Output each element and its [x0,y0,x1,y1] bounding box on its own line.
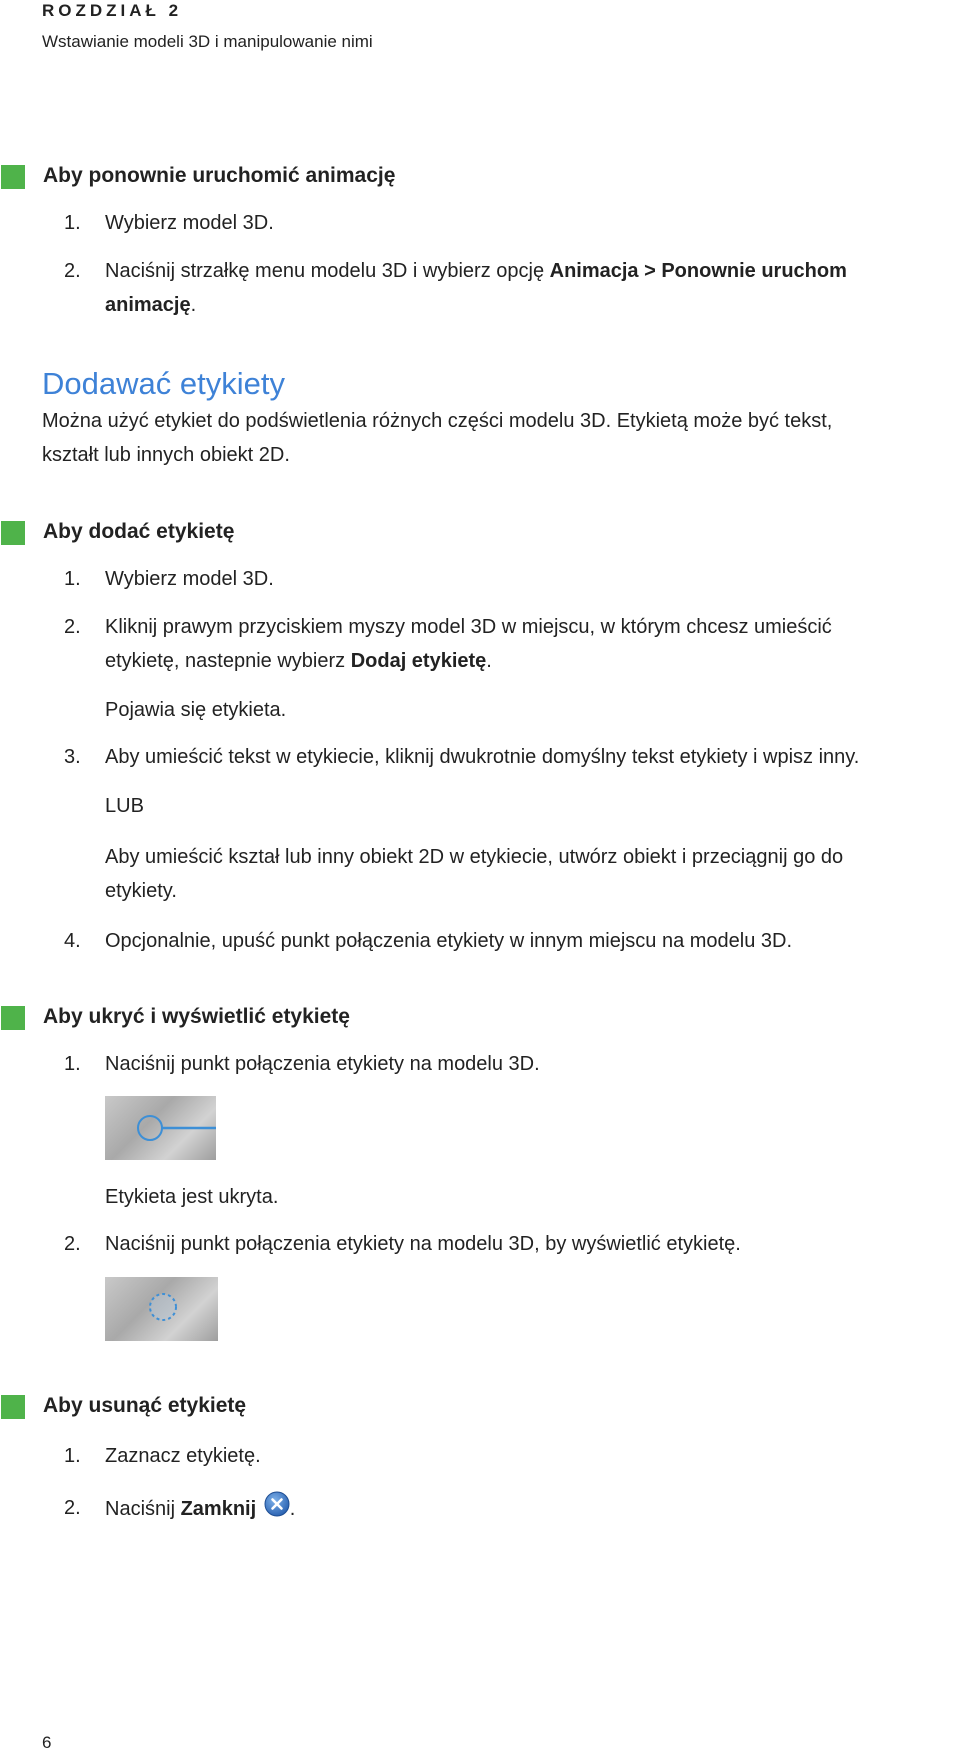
step-text-part: Naciśnij [105,1498,181,1520]
step-text: Aby umieścić tekst w etykiecie, kliknij dwukrotnie domyślny tekst etykiety i wpisz inny. [105,746,860,768]
step-text-part: Naciśnij strzałkę menu modelu 3D i wybierz opcję [105,260,550,282]
step-text-part: Kliknij prawym przyciskiem myszy model 3D w miejscu, w którym chcesz umieścić [105,616,832,638]
step-number: 1. [64,212,81,234]
step-number: 4. [64,930,81,952]
section-heading: Dodawać etykiety [42,366,285,401]
step-text: Zaznacz etykietę. [105,1445,261,1467]
step-text: Naciśnij punkt połączenia etykiety na modelu 3D, by wyświetlić etykietę. [105,1233,741,1255]
or-label: LUB [105,795,144,817]
hidden-label-point-image [105,1277,218,1341]
green-square-icon [1,165,25,189]
step-text [105,610,945,678]
section-paragraph [42,404,942,472]
paragraph-line: kształt lub innych obiekt 2D. [42,444,290,466]
step-text-part: . [486,650,492,672]
procedure-title-remove: Aby usunąć etykietę [43,1394,247,1417]
step-number: 3. [64,746,81,768]
hidden-connection-point-icon [105,1277,218,1341]
step-result: Pojawia się etykieta. [105,699,287,721]
command-name: Dodaj etykietę [350,650,487,672]
step-number: 2. [64,1233,81,1255]
paragraph-line: Można użyć etykiet do podświetlenia różnych części modelu 3D. Etykietą może być tekst, [42,410,833,432]
green-square-icon [1,1006,25,1030]
menu-path: Animacja > Ponownie uruchom [549,260,847,282]
procedure-title-add: Aby dodać etykietę [43,520,235,543]
menu-path: animację [105,294,191,316]
step-text: Wybierz model 3D. [105,212,274,234]
step-text: Opcjonalnie, upuść punkt połączenia etykiety w innym miejscu na modelu 3D. [105,930,793,952]
chapter-label: ROZDZIAŁ 2 [42,1,183,20]
step-text-part: etykietę, nastepnie wybierz [105,650,351,672]
chapter-subtitle: Wstawianie modeli 3D i manipulowanie nimi [42,32,373,51]
step-text-part: Aby umieścić kształ lub inny obiekt 2D w etykiecie, utwórz obiekt i przeciągnij go do [105,846,844,868]
step-number: 1. [64,1053,81,1075]
green-square-icon [1,1395,25,1419]
connection-point-icon [105,1096,216,1160]
procedure-title-restart: Aby ponownie uruchomić animację [43,164,396,187]
close-icon [264,1491,290,1528]
step-alternative [105,840,945,908]
green-square-icon [1,521,25,545]
step-number: 2. [64,1497,81,1519]
step-text-part: . [190,294,197,316]
step-text [105,1491,295,1528]
step-number: 2. [64,616,81,638]
command-name: Zamknij [180,1498,257,1520]
step-text-part: etykiety. [105,880,177,902]
step-number: 1. [64,568,81,590]
procedure-title-hide: Aby ukryć i wyświetlić etykietę [43,1005,350,1028]
step-result: Etykieta jest ukryta. [105,1186,279,1208]
label-connection-point-image [105,1096,216,1160]
step-number: 2. [64,260,81,282]
step-text: Naciśnij punkt połączenia etykiety na modelu 3D. [105,1053,540,1075]
step-text: Wybierz model 3D. [105,568,274,590]
step-text-part: . [289,1498,296,1520]
step-text [105,254,945,322]
page-number: 6 [42,1733,52,1752]
step-number: 1. [64,1445,81,1467]
